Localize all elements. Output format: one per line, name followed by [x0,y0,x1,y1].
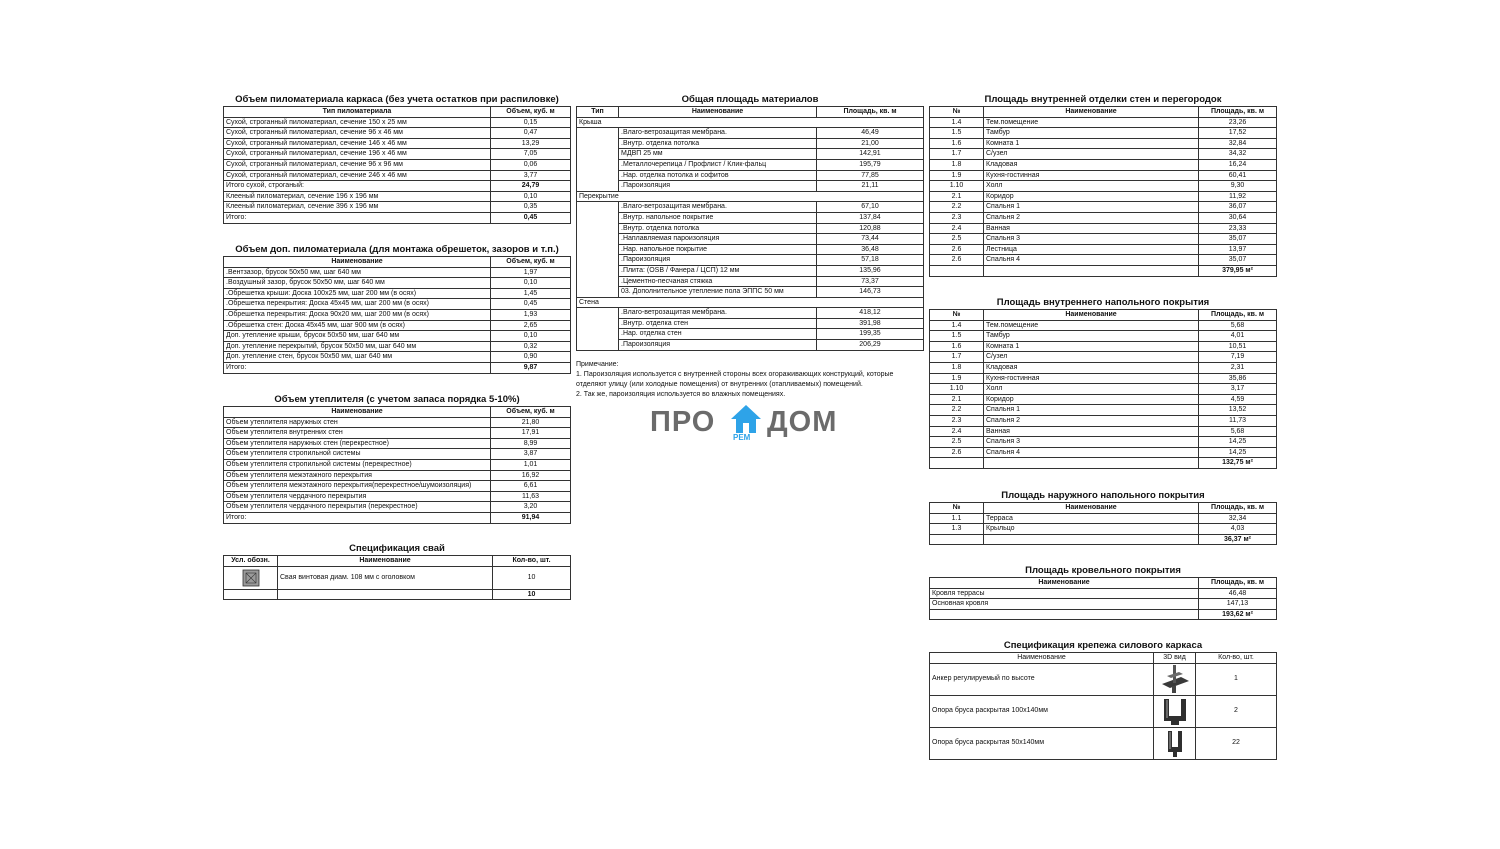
table-row: 1.5 Тамбур 17,52 [930,128,1277,139]
prodom-logo [650,403,860,447]
table-row: Объем утеплителя стропильной системы 3,87 [224,449,571,460]
table-row: 1.4 Тем.помещение 23,26 [930,117,1277,128]
roofing-title: Площадь кровельного покрытия [1025,565,1181,576]
outdoor-total: 36,37 м² [1199,534,1277,545]
table-row: .Обрешетка стен: Доска 45х45 мм, шаг 900 мм (в осях) 2,65 [224,320,571,331]
table-row: .Наплавляемая пароизоляция 73,44 [577,234,924,245]
table-row: 1.1 Терраса 32,34 [930,513,1277,524]
extra-lumber-table [223,256,571,374]
column-header: Площадь, кв. м [1199,310,1277,321]
insulation-table [223,406,571,524]
table-row: 1.10 Холл 3,17 [930,384,1277,395]
table-row: 1.8 Кладовая 2,31 [930,362,1277,373]
outdoor-floor-title: Площадь наружного напольного покрытия [1001,490,1205,501]
floors-title: Площадь внутреннего напольного покрытия [996,297,1210,308]
total-row [930,265,1277,276]
column-header: Наименование [984,310,1199,321]
roofing-section [929,565,1277,620]
walls-section [929,94,1277,277]
table-row: Объем утеплителя чердачного перекрытия 11,63 [224,491,571,502]
column-header: 3D вид [1154,653,1196,664]
column-header: Наименование [619,107,817,118]
column-header: Тип [577,107,619,118]
table-row: Объем утеплителя чердачного перекрытия (перекрестное) 3,20 [224,502,571,513]
table-row [224,566,571,589]
total-row: Итого: 9,87 [224,362,571,373]
floors-section [929,297,1277,469]
table-row: Кровля террасы 46,48 [930,588,1277,599]
table-row: Опора бруса раскрытая 100х140мм 2 [930,695,1277,727]
section-row-roof: Крыша [577,117,924,128]
column-header: Наименование [984,107,1199,118]
table-row: Основная кровля 147,13 [930,599,1277,610]
table-row: 2.1 Коридор 11,92 [930,191,1277,202]
table-row: Доп. утепление перекрытий, брусок 50х50 мм, шаг 640 мм 0,32 [224,341,571,352]
table-row: .Пароизоляция 206,29 [577,340,924,351]
note-line: 1. Пароизоляция используется с внутренней стороны всех огораживающих конструкций, которые [576,371,894,378]
table-row: .Внутр. отделка стен 391,98 [577,318,924,329]
logo-text-left: ПРО [650,406,716,438]
table-row: .Пароизоляция 21,11 [577,181,924,192]
table-row: 2.4 Ванная 5,68 [930,426,1277,437]
table-row: .Внутр. отделка потолка 21,00 [577,138,924,149]
piles-title: Спецификация свай [349,543,445,554]
fasteners-title: Спецификация крепежа силового каркаса [1003,640,1203,651]
table-row: .Нар. отделка стен 199,35 [577,329,924,340]
materials-section [576,94,924,351]
table-row: .Воздушный зазор, брусок 50х50 мм, шаг 640 мм 0,10 [224,278,571,289]
section-row-wall: Стена [577,297,924,308]
total-row [224,589,571,600]
outdoor-floor-table [929,502,1277,545]
column-header: Наименование [224,407,491,418]
table-row: .Обрешетка крыши: Доска 100х25 мм, шаг 200 мм (в осях) 1,45 [224,288,571,299]
table-row: Объем утеплителя наружных стен 21,80 [224,417,571,428]
table-row: Сухой, строганный пиломатериал, сечение 96 х 96 мм 0,06 [224,159,571,170]
table-row: .Цементно-песчаная стяжка 73,37 [577,276,924,287]
notes-heading: Примечание: [576,361,619,368]
table-row: 2.6 Спальня 4 35,07 [930,255,1277,266]
fasteners-table [929,652,1277,760]
pile-qty: 10 [493,566,571,589]
table-row: 1.6 Комната 1 10,51 [930,341,1277,352]
table-row: 1.9 Кухня-гостинная 60,41 [930,170,1277,181]
materials-title: Общая площадь материалов [681,94,819,105]
adjustable-anchor-icon [1159,664,1191,694]
table-row: 1.9 Кухня-гостинная 35,86 [930,373,1277,384]
table-row: 2.2 Спальня 1 36,07 [930,202,1277,213]
column-header: № [930,310,984,321]
table-row: Объем утеплителя наружных стен (перекрестное) 8,99 [224,438,571,449]
column-header: Наименование [930,653,1154,664]
table-row: .Влаго-ветрозащитая мембрана. 46,49 [577,128,924,139]
roofing-table [929,577,1277,620]
table-row: .Нар. напольное покрытие 36,48 [577,244,924,255]
walls-title: Площадь внутренней отделки стен и перегородок [984,94,1222,105]
table-row: 2.3 Спальня 2 30,64 [930,212,1277,223]
subtotal-row: Итого сухой, строганый: 24,79 [224,181,571,192]
column-header: Наименование [224,257,491,268]
lumber-volume-table [223,106,571,224]
column-header: № [930,107,984,118]
table-row: Опора бруса раскрытая 50х140мм 22 [930,727,1277,759]
pile-name: Свая винтовая диам. 108 мм с оголовком [278,566,493,589]
floors-total: 132,75 м² [1199,458,1277,469]
note-line: отделяют улицу (или холодные помещения) от внутренних (отапливаемых) помещений. [576,381,863,388]
table-row: 1.7 С/узел 7,19 [930,352,1277,363]
materials-table [576,106,924,351]
table-row: 03. Дополнительное утепление пола ЭППС 50 мм 146,73 [577,287,924,298]
table-row: .Влаго-ветрозащитая мембрана. 67,10 [577,202,924,213]
table-row: Доп. утепление стен, брусок 50х50 мм, шаг 640 мм 0,90 [224,352,571,363]
column-header: № [930,503,984,514]
column-header: Усл. обозн. [224,556,278,567]
beam-support-narrow-icon [1159,728,1191,758]
piles-section [223,543,571,600]
table-row: 1.10 Холл 9,30 [930,181,1277,192]
table-row: Клееный пиломатериал, сечение 196 х 196 мм 0,10 [224,191,571,202]
pile-symbol-icon [242,569,260,587]
table-row: Объем утеплителя межэтажного перекрытия 16,92 [224,470,571,481]
beam-support-wide-icon [1159,696,1191,726]
table-row: .Внутр. напольное покрытие 137,84 [577,212,924,223]
extra-lumber-title: Объем доп. пиломатериала (для монтажа обрешеток, зазоров и т.п.) [235,244,559,255]
column-header: Наименование [278,556,493,567]
table-row: Клееный пиломатериал, сечение 396 х 196 мм 0,35 [224,202,571,213]
total-row: Итого: 0,45 [224,212,571,223]
note-line: 2. Так же, пароизоляция используется во влажных помещениях. [576,391,786,398]
walls-table [929,106,1277,277]
table-row: Объем утеплителя внутренних стен 17,91 [224,428,571,439]
table-row: .Обрешетка перекрытия: Доска 45х45 мм, шаг 200 мм (в осях) 0,45 [224,299,571,310]
section-row-floor: Перекрытие [577,191,924,202]
column-header: Площадь, кв. м [1199,107,1277,118]
pile-total: 10 [493,589,571,600]
table-row: 2.3 Спальня 2 11,73 [930,415,1277,426]
column-header: Кол-во, шт. [493,556,571,567]
table-row: Сухой, строганный пиломатериал, сечение 246 х 46 мм 3,77 [224,170,571,181]
table-row: 2.6 Спальня 4 14,25 [930,447,1277,458]
table-row: .Металлочерепица / Профлист / Клик-фальц 195,79 [577,159,924,170]
table-row: .Вентзазор, брусок 50х50 мм, шаг 640 мм 1,97 [224,267,571,278]
column-header: Кол-во, шт. [1196,653,1277,664]
total-row [930,458,1277,469]
table-row: .Плита: (OSB / Фанера / ЦСП) 12 мм 135,96 [577,265,924,276]
table-row: Сухой, строганный пиломатериал, сечение 150 х 25 мм 0,15 [224,117,571,128]
column-header: Объем, куб. м [491,407,571,418]
insulation-section [223,394,571,524]
table-row: 2.4 Ванная 23,33 [930,223,1277,234]
column-header: Объем, куб. м [491,107,571,118]
table-row: .Пароизоляция 57,18 [577,255,924,266]
table-row: .Обрешетка перекрытия: Доска 90х20 мм, шаг 200 мм (в осях) 1,93 [224,309,571,320]
table-row: 2.5 Спальня 3 14,25 [930,437,1277,448]
total-row [930,534,1277,545]
table-row: 1.3 Крыльцо 4,03 [930,524,1277,535]
lumber-volume-title: Объем пиломатериала каркаса (без учета остатков при распиловке) [235,94,559,105]
roofing-total: 193,62 м² [1199,609,1277,620]
table-row: 1.7 С/узел 34,32 [930,149,1277,160]
table-row: .Нар. отделка потолка и софитов 77,85 [577,170,924,181]
table-row: Объем утеплителя межэтажного перекрытия(перекрестное/шумоизоляция) 6,61 [224,481,571,492]
table-row: 1.4 Тем.помещение 5,68 [930,320,1277,331]
total-row: Итого: 91,94 [224,512,571,523]
column-header: Наименование [930,578,1199,589]
total-row [930,609,1277,620]
column-header: Тип пиломатериала [224,107,491,118]
table-row: 1.6 Комната 1 32,84 [930,138,1277,149]
table-row: .Внутр. отделка потолка 120,88 [577,223,924,234]
table-row: МДВП 25 мм 142,91 [577,149,924,160]
table-row: Сухой, строганный пиломатериал, сечение 96 х 46 мм 0,47 [224,128,571,139]
column-header: Площадь, кв. м [1199,503,1277,514]
table-row: 1.8 Кладовая 16,24 [930,159,1277,170]
materials-notes [576,360,928,400]
column-header: Объем, куб. м [491,257,571,268]
fasteners-section [929,640,1277,760]
table-row: Доп. утепление крыши, брусок 50х50 мм, шаг 640 мм 0,10 [224,331,571,342]
floors-table [929,309,1277,469]
logo-subtext: РЕМ [733,433,751,442]
table-row: 1.5 Тамбур 4,01 [930,331,1277,342]
piles-table [223,555,571,600]
table-row: 2.1 Коридор 4,59 [930,394,1277,405]
lumber-volume-section [223,94,571,224]
table-row: Объем утеплителя стропильной системы (перекрестное) 1,01 [224,459,571,470]
table-row: .Влаго-ветрозащитая мембрана. 418,12 [577,308,924,319]
walls-total: 379,95 м² [1199,265,1277,276]
insulation-title: Объем утеплителя (с учетом запаса порядка 5-10%) [274,394,520,405]
table-row: Сухой, строганный пиломатериал, сечение 196 х 46 мм 7,05 [224,149,571,160]
table-row: 2.5 Спальня 3 35,07 [930,234,1277,245]
logo-text-right: ДОМ [767,406,838,438]
extra-lumber-section [223,244,571,374]
column-header: Площадь, кв. м [1199,578,1277,589]
column-header: Площадь, кв. м [817,107,924,118]
table-row: 2.6 Лестница 13,97 [930,244,1277,255]
house-icon [729,403,763,435]
outdoor-floor-section [929,490,1277,545]
table-row: 2.2 Спальня 1 13,52 [930,405,1277,416]
table-row: Анкер регулируемый по высоте 1 [930,663,1277,695]
table-row: Сухой, строганный пиломатериал, сечение 146 х 46 мм 13,29 [224,138,571,149]
column-header: Наименование [984,503,1199,514]
